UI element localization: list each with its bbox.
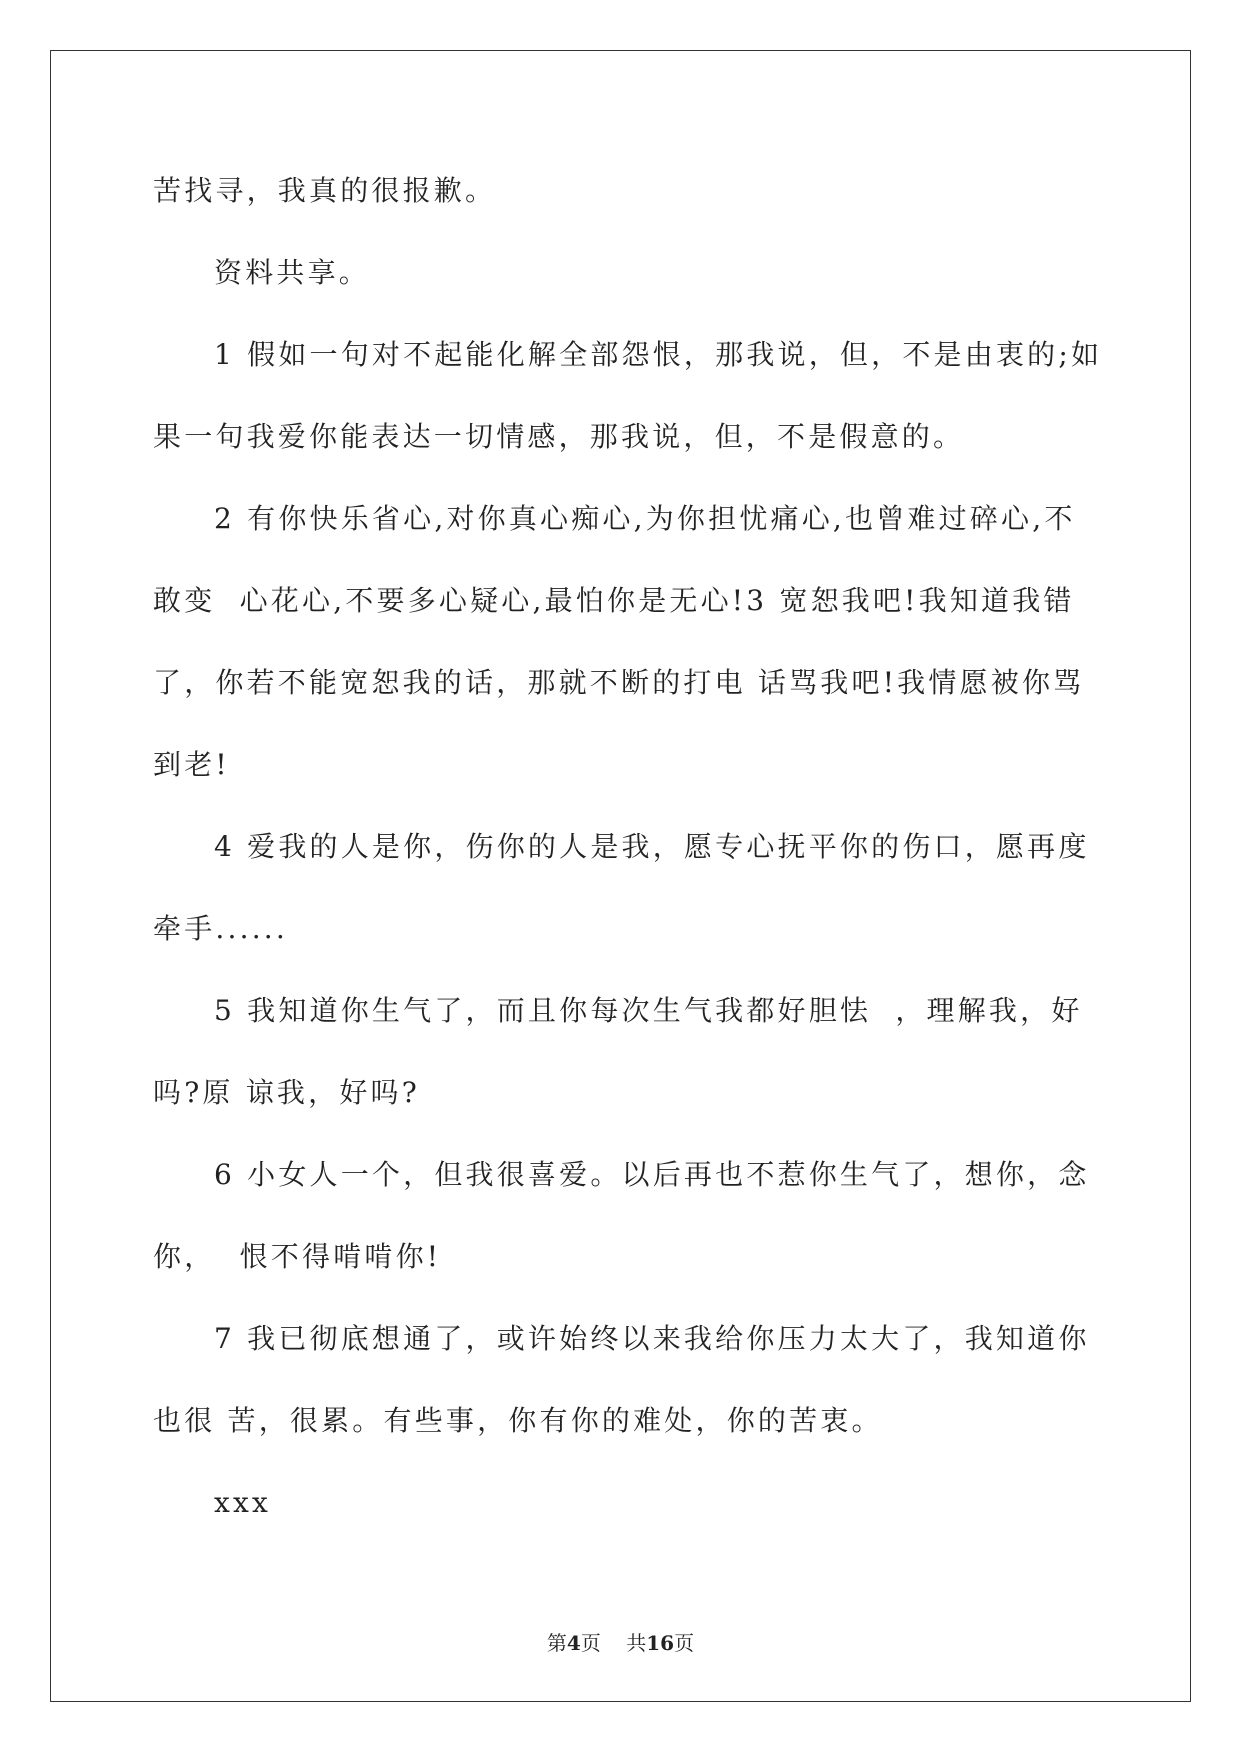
- total-pages: 16: [646, 1631, 675, 1655]
- total-prefix: 共: [626, 1631, 647, 1655]
- page-prefix: 第: [546, 1631, 567, 1655]
- text-line: 1 假如一句对不起能化解全部怨恨，那我说，但，不是由衷的;如: [214, 338, 1103, 371]
- page-suffix: 页: [580, 1631, 601, 1655]
- text-line: 7 我已彻底想通了，或许始终以来我给你压力太大了，我知道你: [214, 1322, 1090, 1355]
- total-suffix: 页: [674, 1631, 695, 1655]
- text-line: 了，你若不能宽恕我的话，那就不断的打电 话骂我吧!我情愿被你骂: [153, 666, 1085, 699]
- text-line: 2 有你快乐省心,对你真心痴心,为你担忧痛心,也曾难过碎心,不: [214, 502, 1076, 535]
- page-frame: [50, 50, 1191, 1702]
- text-line: 4 爱我的人是你，伤你的人是我，愿专心抚平你的伤口，愿再度: [214, 830, 1090, 863]
- text-line: 你， 恨不得啃啃你!: [153, 1240, 442, 1273]
- text-line: 牵手......: [153, 912, 289, 945]
- text-line: 资料共享。: [214, 256, 371, 289]
- text-line: 6 小女人一个，但我很喜爱。以后再也不惹你生气了，想你，念: [214, 1158, 1090, 1191]
- page-number: 4: [566, 1631, 581, 1655]
- text-line: 果一句我爱你能表达一切情感，那我说，但，不是假意的。: [153, 420, 965, 453]
- page-footer: [0, 1630, 1241, 1656]
- text-line: 吗?原 谅我，好吗?: [153, 1076, 420, 1109]
- text-line: xxx: [214, 1486, 271, 1519]
- text-line: 也很 苦，很累。有些事，你有你的难处，你的苦衷。: [153, 1404, 883, 1437]
- text-line: 到老!: [153, 748, 230, 781]
- text-line: 敢变 心花心,不要多心疑心,最怕你是无心!3 宽恕我吧!我知道我错: [153, 584, 1075, 617]
- text-line: 5 我知道你生气了，而且你每次生气我都好胆怯 ，理解我，好: [214, 994, 1083, 1027]
- text-line: 苦找寻，我真的很报歉。: [153, 174, 497, 207]
